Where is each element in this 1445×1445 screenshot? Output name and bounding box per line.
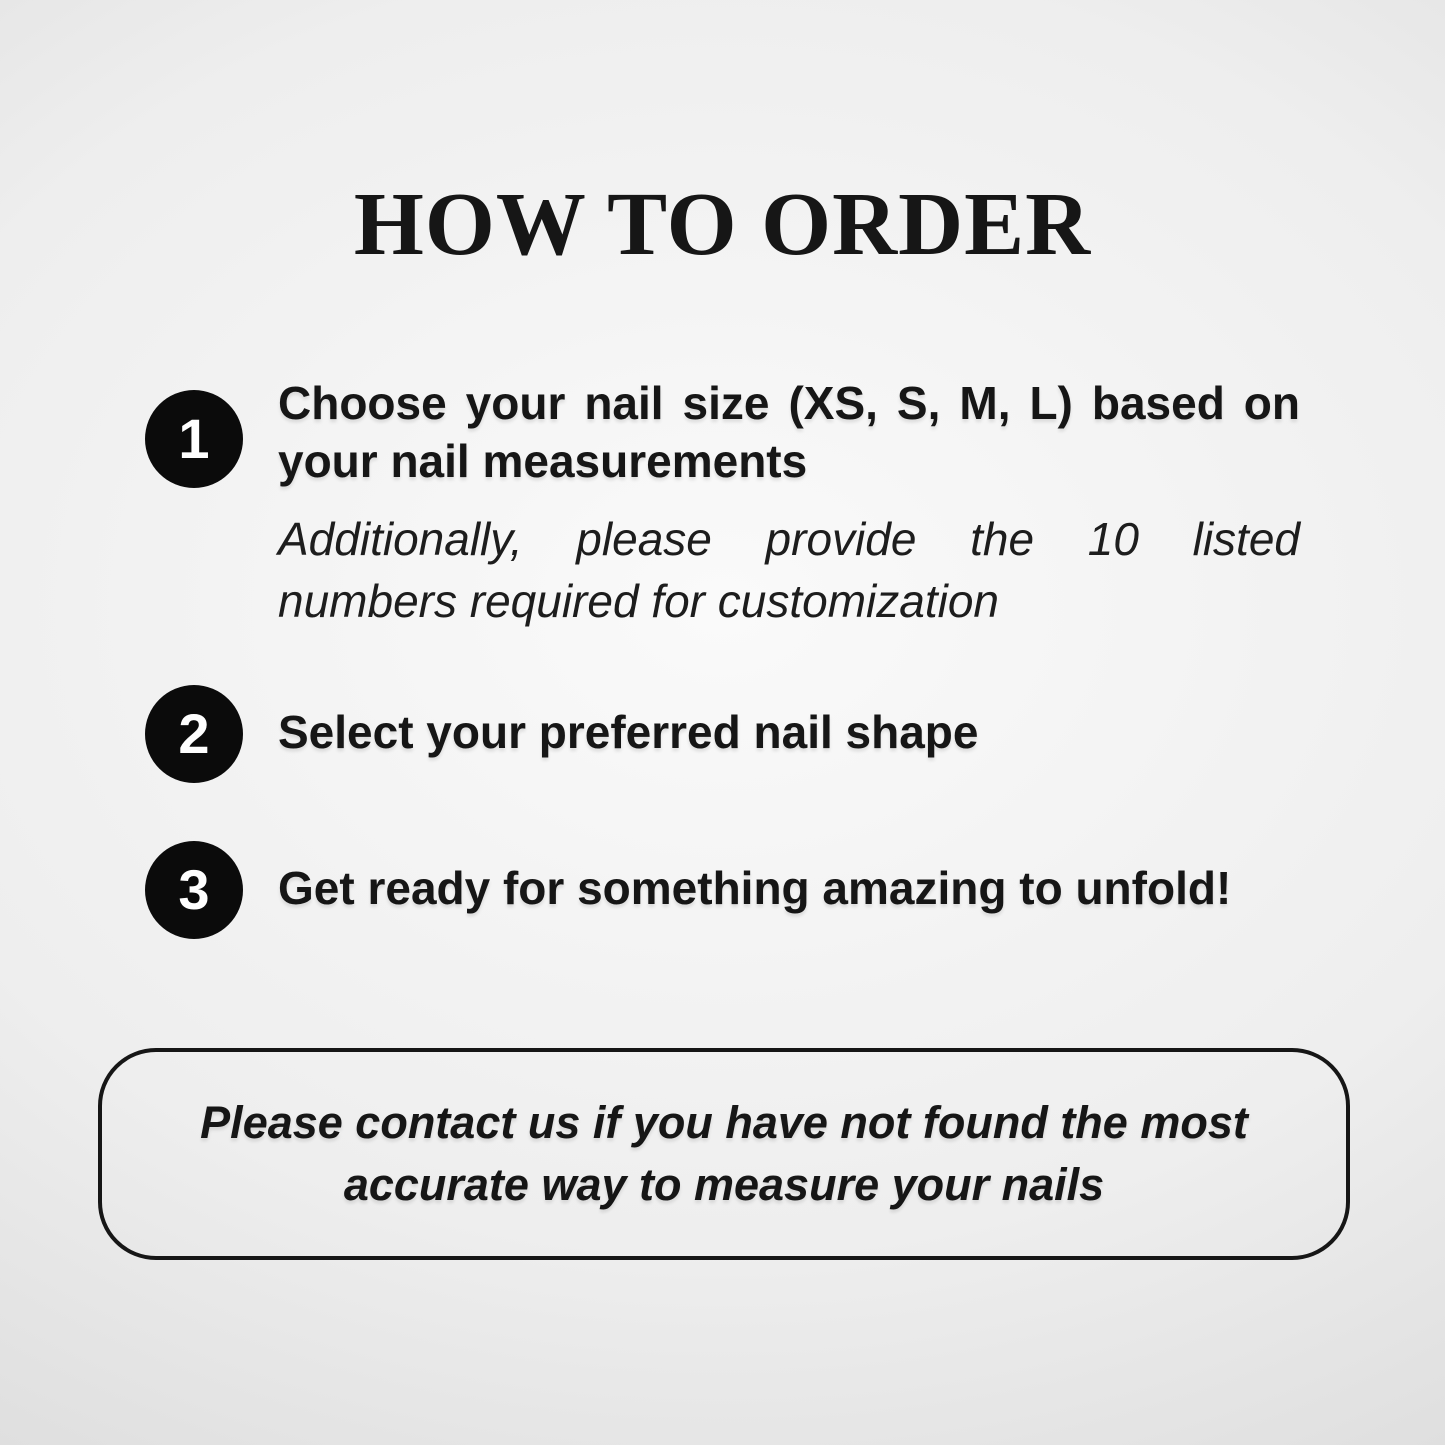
step-1-text: [278, 374, 1300, 490]
step-1-number: 1: [178, 407, 210, 470]
step-2-text: Select your preferred nail shape: [278, 706, 979, 758]
step-3-number: 3: [178, 858, 210, 921]
step-1-note-line-2: numbers required for customization: [278, 575, 999, 627]
step-2-number-badge: [145, 685, 243, 783]
contact-note-box: [98, 1048, 1350, 1260]
step-2-number: 2: [178, 702, 210, 765]
step-1-note: [278, 508, 1300, 632]
step-1-text-line-2: your nail measurements: [278, 435, 808, 487]
step-3-text: Get ready for something amazing to unfold!: [278, 862, 1232, 914]
step-1-note-line-1: Additionally, please provide the 10 listed: [278, 513, 1300, 565]
step-1-number-badge: [145, 390, 243, 488]
step-1-text-line-1: Choose your nail size (XS, S, M, L) based on: [278, 377, 1300, 429]
step-3-number-badge: [145, 841, 243, 939]
contact-note-line-2: accurate way to measure your nails: [343, 1159, 1105, 1210]
page-title: HOW TO ORDER: [353, 175, 1092, 274]
contact-note-line-1: Please contact us if you have not found the most: [200, 1097, 1248, 1148]
